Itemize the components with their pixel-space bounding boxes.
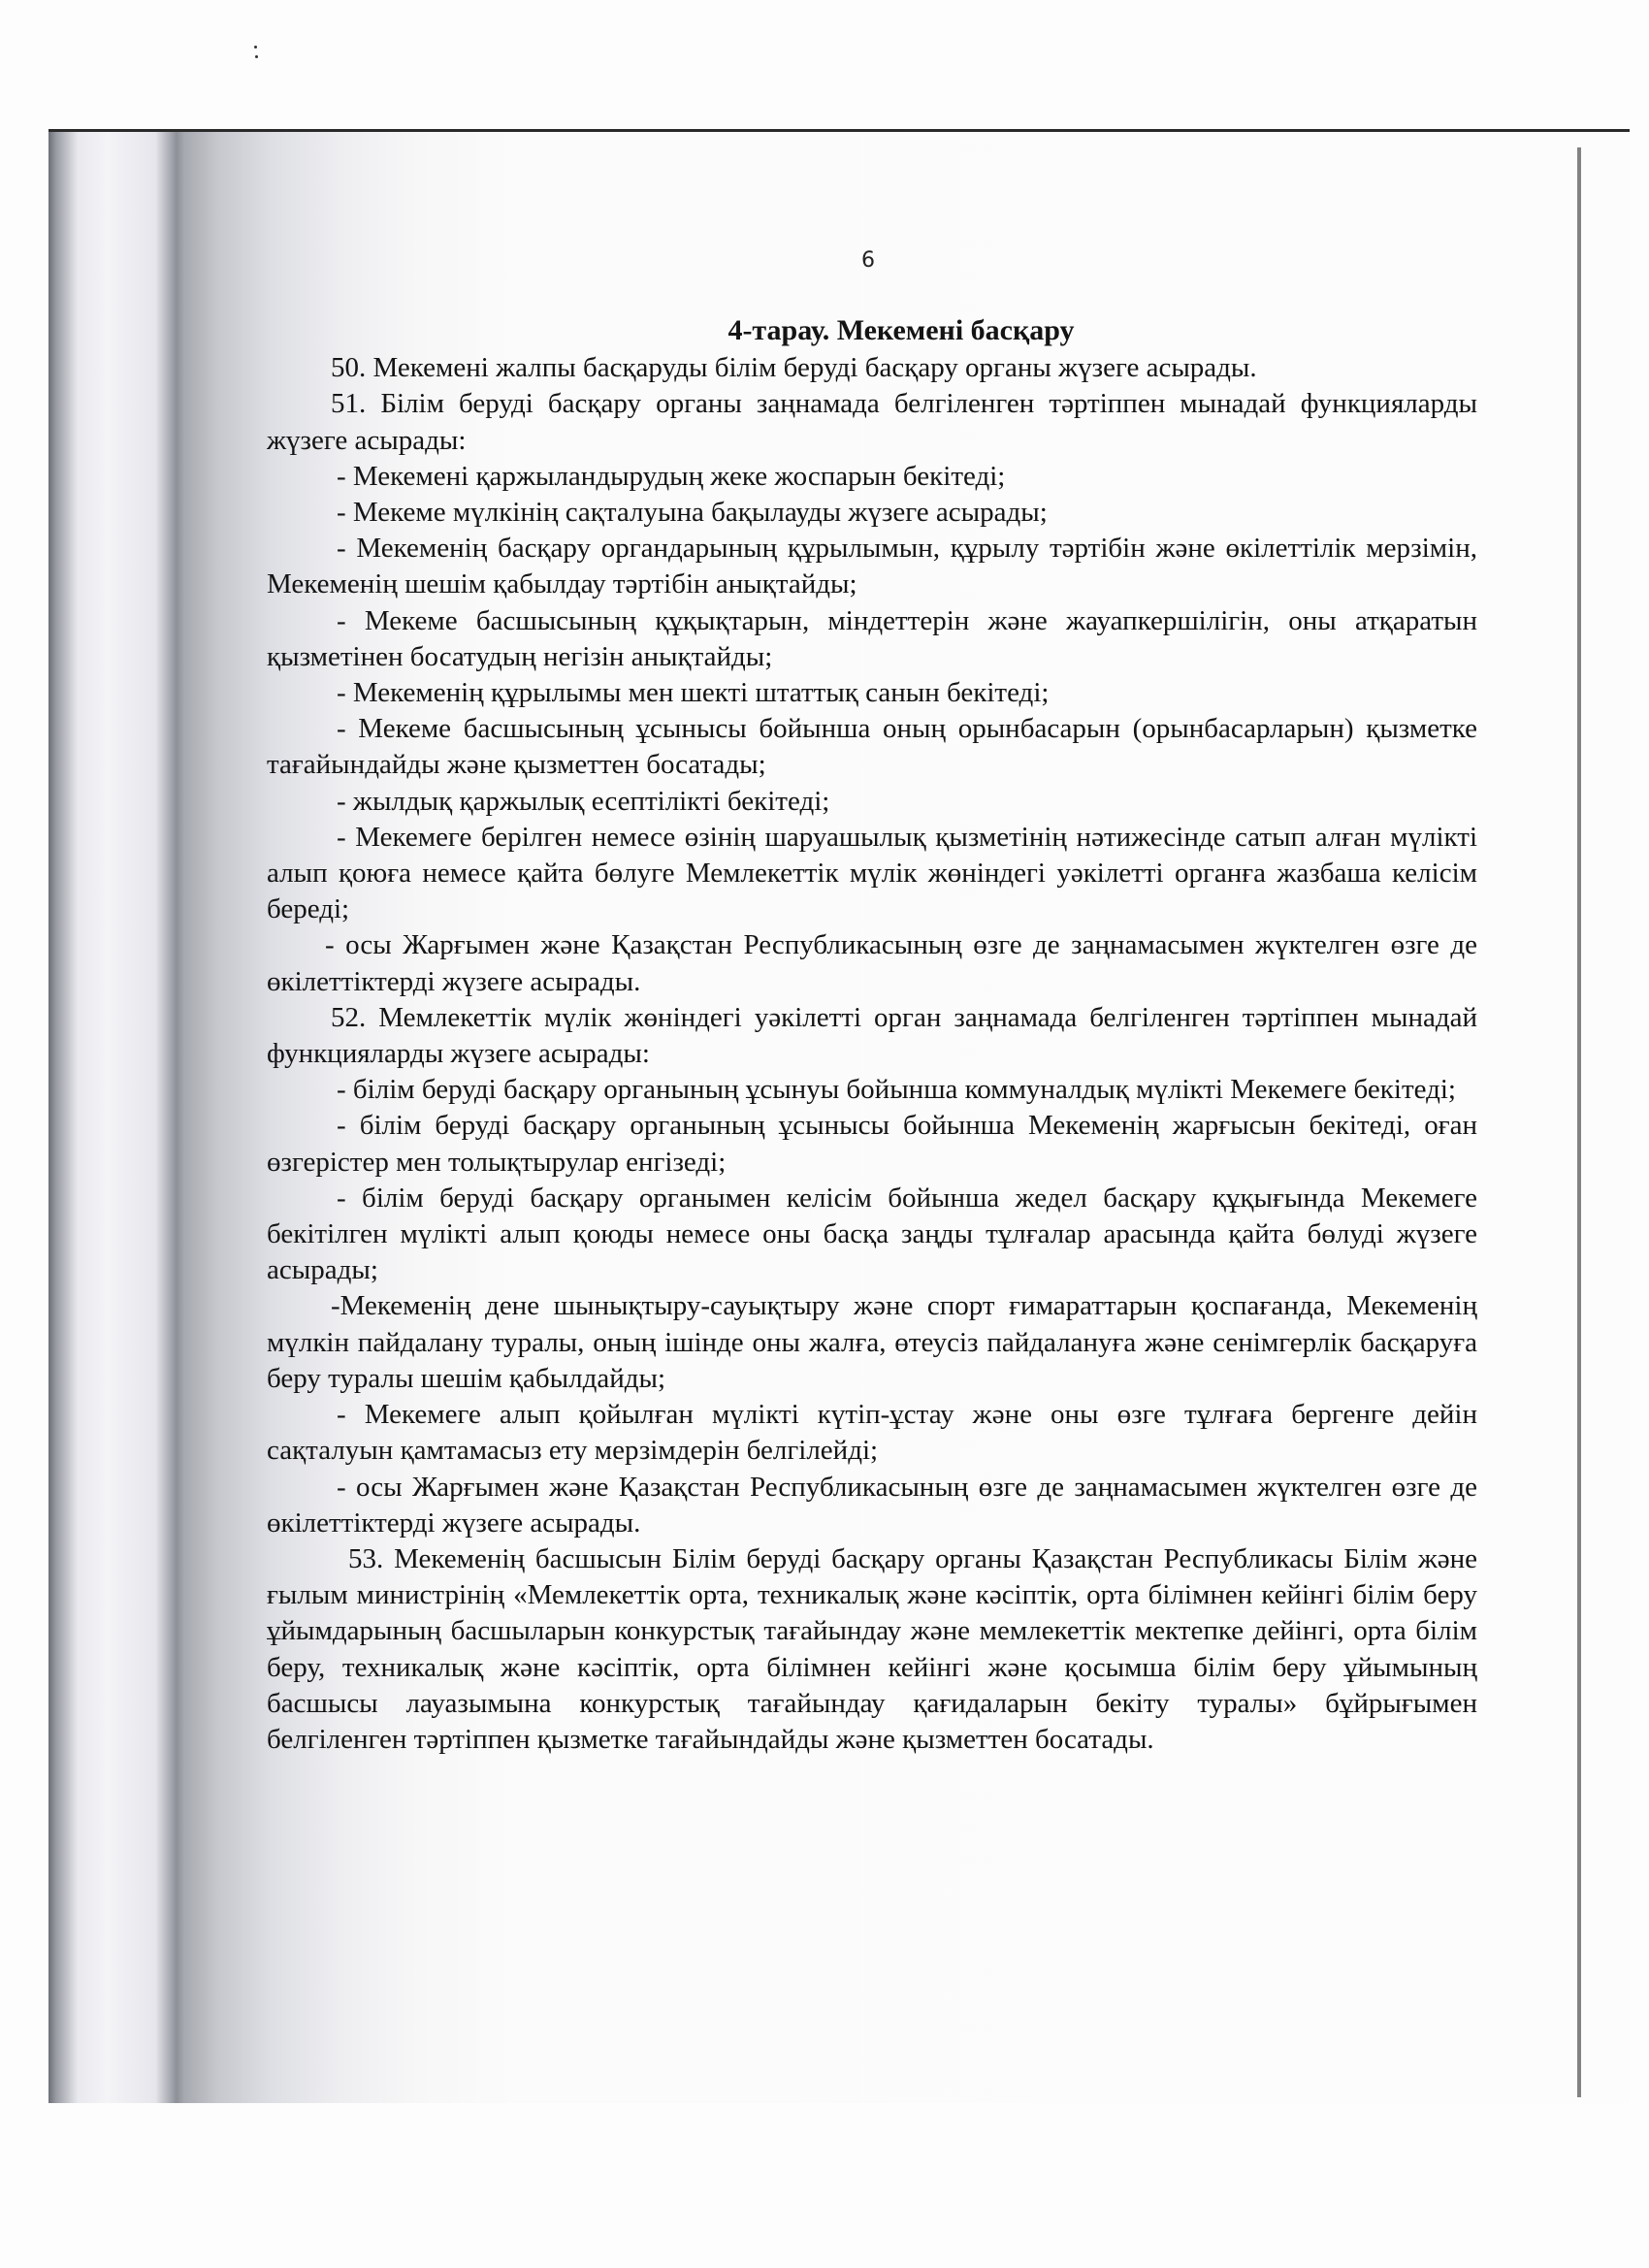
document-body [267,243,1477,1758]
section-51-item: - жылдық қаржылық есептілікті бекітеді; [337,785,830,817]
section-52-item: -Мекеменің дене шынықтыру-сауықтыру және спорт ғимараттарын қоспағанда, Мекеменің мүлкін пайдалану туралы, оның ішінде оны жалға, өтеусіз пайдалануға және сенімгерлік басқаруға беру туралы шешім қабылдайды; [267,1290,1477,1394]
section-51-item: - Мекеменің құрылымы мен шекті штаттық санын бекітеді; [337,677,1050,709]
section-52-item: - Мекемеге алып қойылған мүлікті күтіп-ұстау және оны өзге тұлғаға бергенге дейін сақталуын қамтамасыз ету мерзімдерін белгілейді; [267,1399,1477,1467]
section-51-intro: 51. Білім беруді басқару органы заңнамада белгіленген тәртіппен мынадай функцияларды жүзеге асырады: [267,388,1477,456]
section-51-item: - Мекеме басшысының ұсынысы бойынша оның орынбасарын (орынбасарларын) қызметке тағайындайды және қызметтен босатады; [267,713,1477,781]
page-edge-shadow [1577,147,1581,2097]
section-51-item: - Мекеме мүлкінің сақталуына бақылауды жүзеге асырады; [337,497,1048,529]
section-50: 50. Мекемені жалпы басқаруды білім беруді басқару органы жүзеге асырады. [331,352,1257,384]
section-53: 53. Мекеменің басшысын Білім беруді басқару органы Қазақстан Республикасы Білім және ғылым министрінің «Мемлекеттік орта, техникалық және кәсіптік, орта білімнен кейінгі білім беру ұйымдарының басшыларын конкурстық тағайындау және мемлекеттік мектепке дейінгі, орта білім беру, техникалық және кәсіптік, орта білімнен кейінгі және қосымша білім беру ұйымының басшысы лауазымына конкурстық тағайындау қағидаларын бекіту туралы» бұйрығымен белгіленген тәртіппен қызметке тағайындайды және қызметтен босатады. [267,1542,1477,1755]
section-51-item: - Мекеменің басқару органдарының құрылымын, құрылу тәртібін және өкілеттілік мерзімін, Мекеменің шешім қабылдау тәртібін анықтайды; [267,533,1477,600]
section-52-item: - осы Жарғымен және Қазақстан Республикасының өзге де заңнамасымен жүктелген өзге де өкілеттіктерді жүзеге асырады. [267,1471,1477,1539]
chapter-title: 4-тарау. Мекемені басқару [728,314,1075,347]
section-52-intro: 52. Мемлекеттік мүлік жөніндегі уәкілетті орган заңнамада белгіленген тәртіппен мынадай функцияларды жүзеге асырады: [267,1001,1477,1070]
section-51-item: - Мекемеге берілген немесе өзінің шаруашылық қызметінің нәтижесінде сатып алған мүлікті алып қоюға немесе қайта бөлуге Мемлекеттік мүлік жөніндегі уәкілетті органға жазбаша келісім береді; [267,821,1477,925]
page-number: 6 [861,248,875,273]
section-52-item: - білім беруді басқару органының ұсынысы бойынша Мекеменің жарғысын бекітеді, оған өзгерістер мен толықтырулар енгізеді; [267,1110,1477,1178]
scan-speck [254,46,257,49]
section-51-item: - осы Жарғымен және Қазақстан Республикасының өзге де заңнамасымен жүктелген өзге де өкілеттіктерді жүзеге асырады. [267,929,1477,997]
section-51-item: - Мекеме басшысының құқықтарын, міндеттерін және жауапкершілігін, оны атқаратын қызметінен босатудың негізін анықтайды; [267,604,1477,672]
section-52-item: - білім беруді басқару органымен келісім бойынша жедел басқару құқығында Мекемеге бекітілген мүлікті алып қоюды немесе оны басқа заңды тұлғалар арасында қайта бөлуді жүзеге асырады; [267,1182,1477,1286]
scan-speck [255,55,258,58]
section-51-item: - Мекемені қаржыландырудың жеке жоспарын бекітеді; [337,460,1006,492]
section-52-item: - білім беруді басқару органының ұсынуы бойынша коммуналдық мүлікті Мекемеге бекітеді; [337,1074,1456,1106]
